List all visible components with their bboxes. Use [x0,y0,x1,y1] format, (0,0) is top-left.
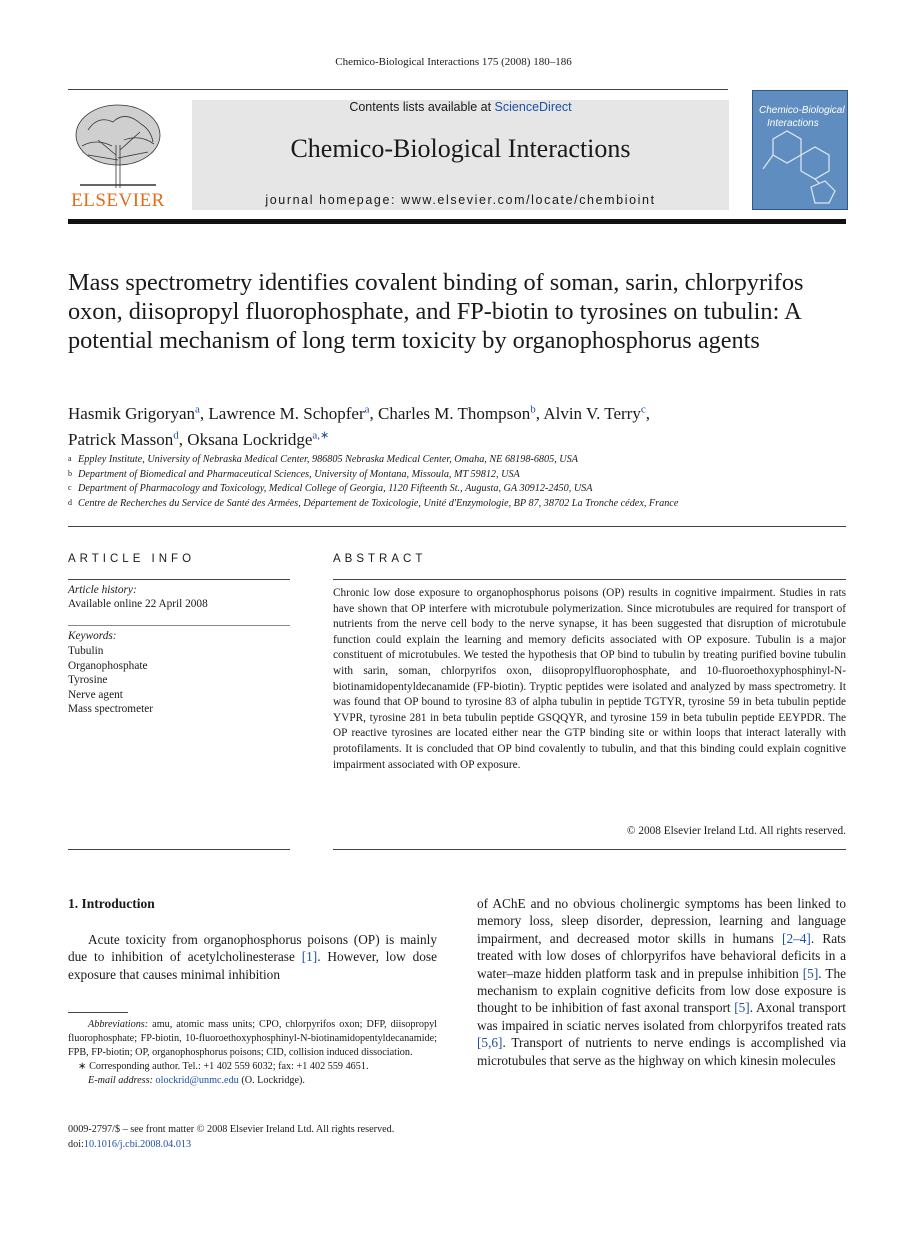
author [208,404,378,423]
keyword: Mass spectrometer [68,703,154,715]
author [378,404,543,423]
citation-link[interactable]: [2–4] [782,930,811,946]
keywords-label: Keywords: [68,630,117,642]
affiliation-text: Department of Biomedical and Pharmaceutical Sciences, University of Montana, Missoula, MT 59812, USA [78,468,520,480]
author-list [68,398,846,451]
intro-text: . Transport of nutrients to nerve endings is accomplished via microtubules that serve as the highway on which kinesin molecules [477,1035,846,1068]
abstract-copyright: © 2008 Elsevier Ireland Ltd. All rights reserved. [626,825,846,837]
author-name: Oksana Lockridge [187,430,313,450]
affiliation-label: b [68,468,72,478]
elsevier-wordmark: ELSEVIER [71,190,165,211]
email-suffix: (O. Lockridge). [238,1075,305,1086]
abstract-rule [333,579,846,580]
history-value: Available online 22 April 2008 [68,598,208,610]
affiliation [68,497,846,512]
tree-icon [68,100,168,190]
running-head: Chemico-Biological Interactions 175 (2008) 180–186 [335,56,572,68]
author-name: Charles M. Thompson [378,403,531,423]
introduction-heading: 1. Introduction [68,896,155,911]
article-title: Mass spectrometry identifies covalent binding of soman, sarin, chlorpyrifos oxon, diisopropyl fluorophosphate, and FP-biotin to tyrosines on tubulin: A potential mechanism of long term toxicity by organophosphorus agents [68,269,804,354]
journal-cover [752,90,848,210]
history-label: Article history: [68,584,137,596]
author [68,430,187,449]
author-name: Hasmik Grigoryan [68,403,196,423]
masthead-top-rule [68,89,728,90]
doi-line [68,1138,394,1153]
citation-link[interactable]: [5] [802,965,819,981]
abbreviations-text: amu, atomic mass units; CPO, chlorpyrifos oxon; DFP, diisopropyl fluorophosphate; FP-biotin, 10-fluoroethoxyphosphinyl-N-biotinamidopentyldecanamide; FPB, FP-biotin; OP, organophosphorus poisons; CID, collision induced dissociation. [68,1019,437,1058]
cover-title-line1: Chemico-Biological [759,105,845,116]
affiliation [68,482,846,497]
intro-text: . Rats treated with low doses of chlorpyrifos have behavioral deficits in a water–maze hidden platform task and in prepulse inhibition [477,930,846,981]
email-link[interactable]: olockrid@unmc.edu [155,1075,239,1086]
cover-title-line2: Interactions [767,118,819,129]
contents-prefix: Contents lists available at [349,100,495,114]
abbreviations-footnote [68,1018,437,1060]
footnote-rule [68,1012,128,1013]
keyword-list [68,644,153,717]
author-name: Lawrence M. Schopfer [208,403,365,423]
author-separator: , [535,403,544,423]
front-matter [68,1123,394,1152]
affiliation [68,453,846,468]
doi-prefix: doi: [68,1138,84,1150]
affiliations [68,453,846,511]
author [68,404,208,423]
affiliation-label: d [68,497,72,507]
affiliation-label: a [68,454,72,463]
author [187,430,329,449]
author-affil-mark[interactable]: a [364,403,370,415]
email-footnote [68,1074,437,1088]
intro-text: . Axonal transport was impaired in sciatic nerves isolated from chlorpyrifos treated rats [477,1000,846,1033]
intro-text: Acute toxicity from organophosphorus poisons (OP) is mainly due to inhibition of acetylcholinesterase [68,932,437,965]
footnotes [68,1018,437,1088]
header-divider [68,526,846,527]
citation-link[interactable]: [5,6] [477,1035,503,1051]
keyword: Nerve agent [68,688,123,701]
author-separator: , [178,430,188,450]
intro-text: of AChE and no obvious cholinergic symptoms has been linked to memory loss, sleep disorder, depression, learning and language impairment, and decreased motor skills in humans [477,896,846,946]
front-matter-line: 0009-2797/$ – see front matter © 2008 Elsevier Ireland Ltd. All rights reserved. [68,1124,395,1135]
author [543,404,650,423]
article-info-bottom-rule [68,849,290,850]
author-separator: , [369,403,379,423]
affiliation-text: Eppley Institute, University of Nebraska Medical Center, 986805 Nebraska Medical Center, Omaha, NE 68198-6805, USA [78,454,578,465]
affiliation-label: c [68,483,72,492]
affiliation-text: Centre de Recherches du Service de Santé des Armées, Département de Toxicologie, Unité d'Enzymologie, BP 87, 38702 La Tronche cédex, France [78,497,679,509]
journal-name: Chemico-Biological Interactions [290,134,631,163]
email-label: E-mail address: [88,1075,153,1086]
doi-link[interactable]: 10.1016/j.cbi.2008.04.013 [83,1138,192,1150]
abstract-text: Chronic low dose exposure to organophosphorus poisons (OP) results in cognitive impairment. Studies in rats have shown that OP interfere with microtubule polymerization. Since microtubules are required for transport of nutrients from the nerve cell body to the nerve synapse, it has been suggested that disruption of microtubule function could explain the learning and memory deficits associated with OP exposure. Tubulin is a major constituent of microtubules. We tested the hypothesis that OP bind to tubulin by treating purified bovine tubulin with sarin, soman, chlorpyrifos oxon, diisopropylfluorophosphate, and 10-fluoroethoxyphosphinyl-N-biotinamidopentyldecanamide (FP-biotin). Tryptic peptides were isolated and analyzed by mass spectrometry. It was found that OP bound to tyrosine 83 of alpha tubulin in peptide TGTYR, tyrosine 59 in beta tubulin peptide YVPR, tyrosine 281 in beta tubulin peptide GSQQYR, and tyrosine 159 in beta tubulin peptide EEYPDR. The OP reactive tyrosines are located either near the GTP binding site or within loops that interact laterally with protofilaments. It is concluded that OP bind covalently to tubulin, and that this binding could explain cognitive impairment associated with OP exposure. [333,587,846,771]
journal-homepage[interactable]: journal homepage: www.elsevier.com/locate/chembioint [265,193,656,207]
citation-link[interactable]: [5] [734,1000,750,1016]
intro-left-column [68,931,437,983]
keyword: Tubulin [68,645,104,657]
corresponding-author-footnote: ∗ Corresponding author. Tel.: +1 402 559 6032; fax: +1 402 559 4651. [78,1061,369,1072]
author-separator: , [645,403,650,423]
sciencedirect-link[interactable]: ScienceDirect [494,100,572,114]
intro-text: . The mechanism to explain cognitive deficits from low dose exposure is thought to be inhibition of fast axonal transport [477,965,846,1016]
affiliation [68,468,846,483]
author-affil-mark[interactable]: c [640,403,646,415]
contents-line [192,100,729,114]
author-affil-mark[interactable]: a,∗ [312,429,330,442]
intro-text: . However, low dose exposure that causes minimal inhibition [68,949,437,982]
author-affil-mark[interactable]: d [173,429,179,442]
intro-right-column [477,895,846,1069]
article-info-heading: ARTICLE INFO [68,553,196,565]
abstract-bottom-rule [333,849,846,850]
article-info-rule [68,579,290,580]
author-affil-mark[interactable]: a [195,403,200,415]
keywords-rule [68,625,290,626]
affiliation-text: Department of Pharmacology and Toxicology, Medical College of Georgia, 1120 Fifteenth St., Augusta, GA 30912-2450, USA [78,483,593,494]
author-name: Patrick Masson [68,430,174,450]
masthead-thick-rule [68,219,846,224]
author-name: Alvin V. Terry [543,403,641,423]
author-affil-mark[interactable]: b [530,403,536,415]
molecule-icon [753,129,847,209]
keyword: Organophosphate [68,659,148,672]
author-separator: , [199,403,209,423]
citation-link[interactable]: [1] [301,949,318,965]
abstract-heading: ABSTRACT [333,553,427,565]
abbreviations-label: Abbreviations: [88,1019,149,1030]
keyword: Tyrosine [68,674,108,686]
